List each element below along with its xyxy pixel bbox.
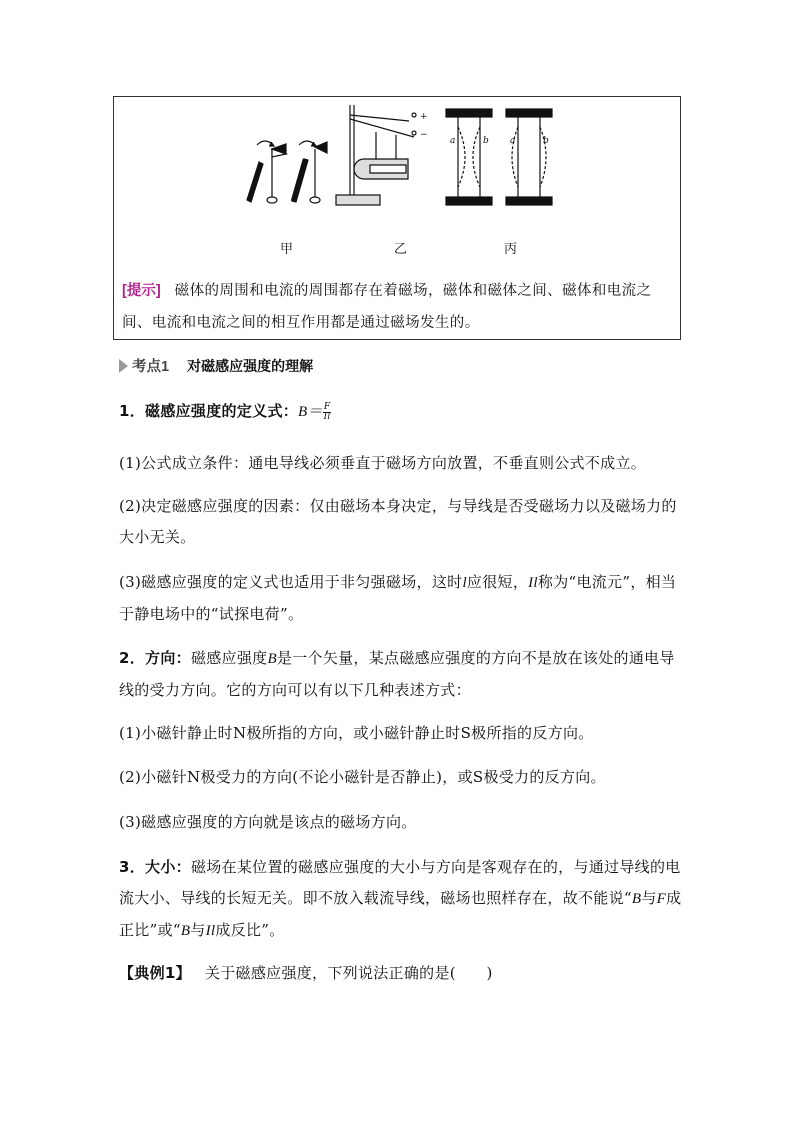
text: 与 — [641, 889, 657, 907]
fraction-denominator: Il — [323, 411, 331, 422]
point-3-magnitude — [119, 852, 689, 947]
var-F: F — [656, 891, 667, 907]
caption-yi: 乙 — [394, 242, 408, 257]
example-1 — [119, 958, 689, 989]
section-tag: 考点1 — [132, 359, 170, 375]
text: 是一个矢量，某点磁感应强度的方向不是放在该处的通电导线的受力方向。它的方向可以有以下几种表述方式： — [119, 649, 675, 699]
text: 与 — [190, 921, 206, 939]
text: 称为“电流元”，相当于静电场中的“试探电荷”。 — [119, 573, 677, 623]
point-2-2: (2)小磁针N极受力的方向(不论小磁针是否静止)，或S极受力的反方向。 — [119, 768, 606, 786]
fraction-numerator: F — [323, 401, 331, 412]
point-2-3: (3)磁感应强度的方向就是该点的磁场方向。 — [119, 813, 417, 831]
var-Il: Il — [205, 923, 216, 939]
figure-yi-apparatus — [336, 105, 428, 205]
experiment-figures — [114, 97, 682, 247]
formula-fraction — [323, 403, 332, 422]
text: 磁感应强度 — [190, 649, 268, 667]
label-b-2: b — [543, 136, 549, 146]
caption-bing: 丙 — [504, 242, 518, 257]
text: 成反比”。 — [215, 921, 285, 939]
var-l: l — [462, 575, 467, 591]
formula-left: B＝ — [298, 404, 323, 420]
hint-tag: [提示] — [122, 283, 161, 299]
point-1-head: 1．磁感应强度的定义式： — [119, 402, 299, 420]
figure-bing-wires — [446, 109, 552, 205]
hint-text: 磁体的周围和电流的周围都存在着磁场，磁体和磁体之间、磁体和电流之间、电流和电流之间的相互作用都是通过磁场发生的。 — [122, 283, 652, 331]
var-B: B — [267, 651, 277, 667]
point-1-3 — [119, 567, 689, 630]
label-b-1: b — [483, 136, 489, 146]
label-a-1: a — [450, 136, 456, 146]
point-2-head: 2．方向： — [119, 649, 191, 667]
text: (3)磁感应强度的定义式也适用于非匀强磁场，这时 — [119, 573, 463, 591]
text: 磁场在某位置的磁感应强度的大小与方向是客观存在的，与通过导线的电流大小、导线的长短无关。即不放入载流导线，磁场也照样存在，故不能说“ — [119, 858, 681, 907]
point-2-direction — [119, 643, 689, 706]
example-text: 关于磁感应强度，下列说法正确的是( ) — [204, 964, 493, 982]
point-1-2: (2)决定磁感应强度的因素：仅由磁场本身决定，与导线是否受磁场力以及磁场力的大小无关。 — [119, 497, 677, 546]
var-Il: Il — [528, 575, 538, 591]
example-tag: 【典例1】 — [119, 964, 191, 982]
text: 应很短， — [466, 573, 529, 591]
plus-label: + — [420, 112, 428, 122]
label-a-2: a — [510, 136, 516, 146]
text: 成正比”或“ — [119, 889, 682, 939]
figure-jia-compass — [247, 141, 327, 203]
point-2-1: (1)小磁针静止时N极所指的方向，或小磁针静止时S极所指的反方向。 — [119, 724, 594, 742]
minus-label: − — [420, 130, 428, 140]
caption-jia: 甲 — [280, 242, 294, 257]
point-3-head: 3．大小： — [119, 858, 191, 876]
hint-paragraph — [122, 275, 674, 339]
hint-box — [113, 96, 681, 340]
var-B: B — [631, 891, 642, 907]
var-B: B — [180, 923, 191, 939]
triangle-icon — [119, 359, 128, 373]
point-1-1: (1)公式成立条件：通电导线必须垂直于磁场方向放置，不垂直则公式不成立。 — [119, 454, 647, 472]
point-1-definition — [119, 396, 689, 428]
section-title: 对磁感应强度的理解 — [187, 358, 314, 375]
section-header — [119, 355, 313, 376]
